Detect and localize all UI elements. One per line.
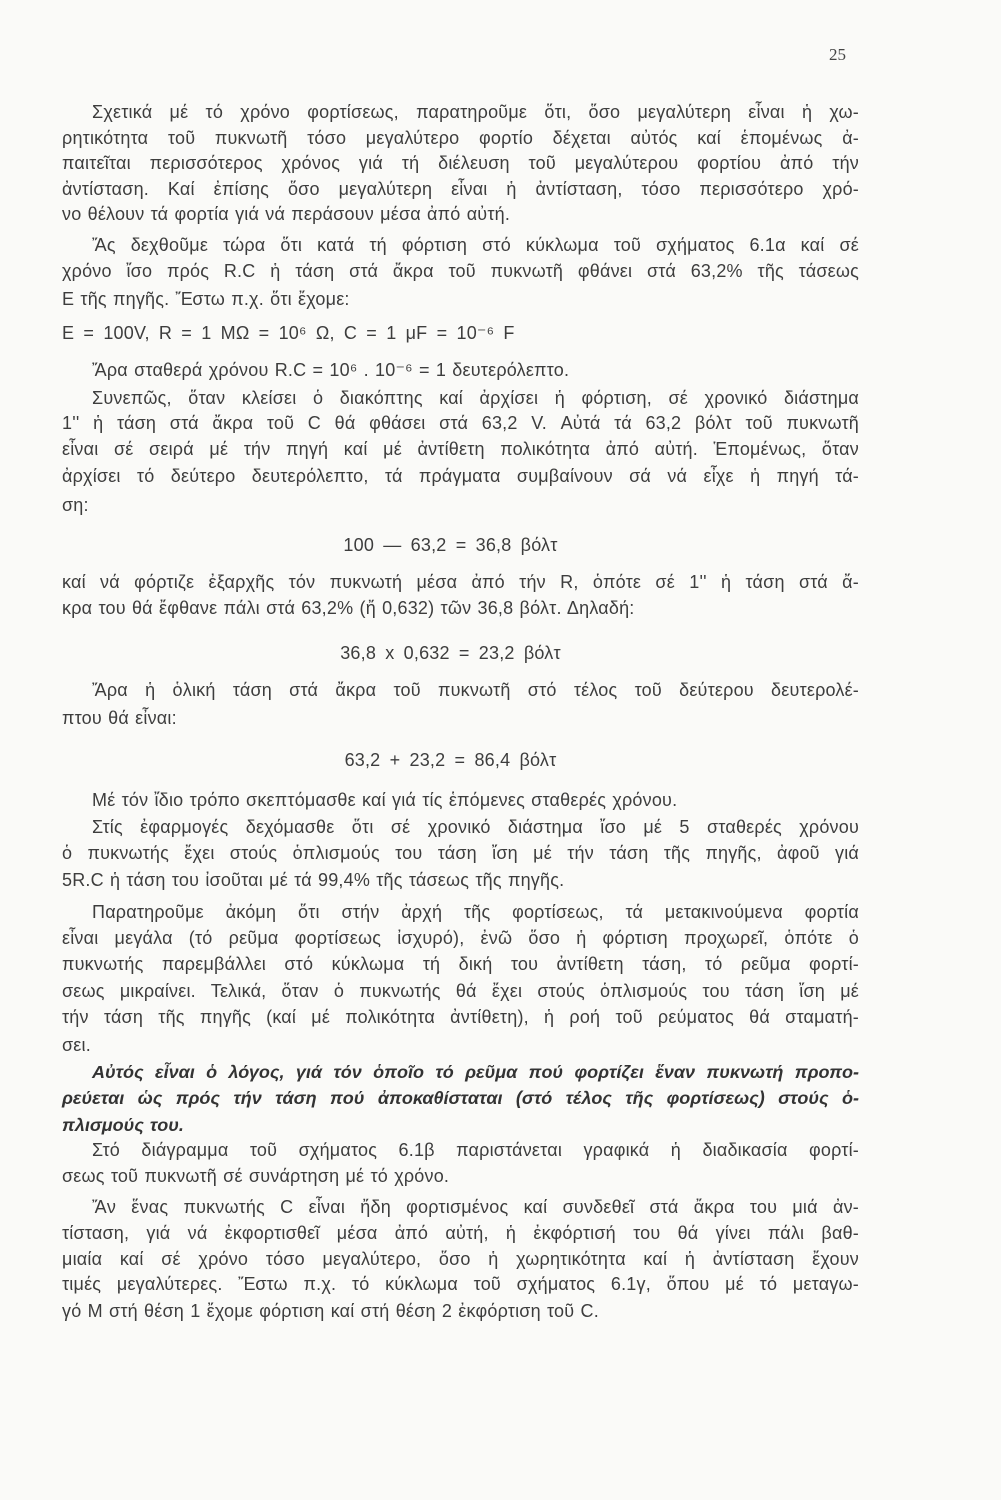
text-line: σει. xyxy=(62,1035,91,1055)
text-line: E τῆς πηγῆς. Ἔστω π.χ. ὅτι ἔχομε: xyxy=(62,289,350,309)
text-line: πτου θά εἶναι: xyxy=(62,708,177,728)
text-line: μιαία καί σέ χρόνο τόσο μεγαλύτερο, ὅσο ἡ χωρητικότητα καί ἡ ἀντίσταση ἔχουν xyxy=(62,1249,859,1269)
text-line: καί νά φόρτιζε ἐξαρχῆς τόν πυκνωτή μέσα ἀπό τήν R, ὁπότε σέ 1'' ἡ τάση στά ἄ- xyxy=(62,572,859,592)
text-line: παιτεῖται περισσότερος χρόνος γιά τή διέλευση τοῦ μεγαλύτερου φορτίου ἀπό τήν xyxy=(62,153,859,173)
text-line: σεως τοῦ πυκνωτῆ σέ συνάρτηση μέ τό χρόνο. xyxy=(62,1166,450,1186)
equation: 36,8 x 0,632 = 23,2 βόλτ xyxy=(340,643,561,663)
text-line: εἶναι σέ σειρά μέ τήν πηγή καί μέ ἀντίθετη πολικότητα ἀπό αὐτή. Ἑπομένως, ὅταν xyxy=(62,439,859,459)
text-line: γό M στή θέση 1 ἔχομε φόρτιση καί στή θέση 2 ἐκφόρτιση τοῦ C. xyxy=(62,1301,599,1321)
text-line: χρόνο ἴσο πρός R.C ἡ τάση στά ἄκρα τοῦ πυκνωτῆ φθάνει στά 63,2% τῆς τάσεως xyxy=(62,261,859,281)
text-line: Στίς ἐφαρμογές δεχόμασθε ὅτι σέ χρονικό διάστημα ἴσο μέ 5 σταθερές χρόνου xyxy=(92,817,859,837)
text-line: ἀντίσταση. Καί ἐπίσης ὅσο μεγαλύτερη εἶναι ἡ ἀντίσταση, τόσο περισσότερο χρό- xyxy=(62,179,859,199)
text-line: τήν τάση τῆς πηγῆς (καί μέ πολικότητα ἀντίθετη), ἡ ροή τοῦ ρεύματος θά σταματή- xyxy=(62,1007,859,1027)
text-line: Μέ τόν ἴδιο τρόπο σκεπτόμασθε καί γιά τίς ἑπόμενες σταθερές χρόνου. xyxy=(92,790,678,810)
text-line: ρεύεται ὡς πρός τήν τάση πού ἀποκαθίσταται (στό τέλος τῆς φορτίσεως) στούς ὁ- xyxy=(62,1088,859,1108)
text-line: εἶναι μεγάλα (τό ρεῦμα φορτίσεως ἰσχυρό), ἐνῶ ὅσο ἡ φόρτιση προχωρεῖ, ὁπότε ὁ xyxy=(62,928,859,948)
text-line: 5R.C ἡ τάση του ἰσοῦται μέ τά 99,4% τῆς τάσεως τῆς πηγῆς. xyxy=(62,870,565,890)
text-line: Αὐτός εἶναι ὁ λόγος, γιά τόν ὁποῖο τό ρεῦμα πού φορτίζει ἕναν πυκνωτή προπο- xyxy=(92,1062,859,1082)
text-line: Ἄς δεχθοῦμε τώρα ὅτι κατά τή φόρτιση στό κύκλωμα τοῦ σχήματος 6.1α καί σέ xyxy=(92,235,859,255)
text-line: ὁ πυκνωτής ἔχει στούς ὁπλισμούς του τάση ἴση μέ τήν τάση τῆς πηγῆς, ἀφοῦ γιά xyxy=(62,843,859,863)
text-line: Συνεπῶς, ὅταν κλείσει ὁ διακόπτης καί ἀρχίσει ἡ φόρτιση, σέ χρονικό διάστημα xyxy=(92,388,859,408)
text-line: πλισμούς του. xyxy=(62,1115,184,1135)
equation: 100 — 63,2 = 36,8 βόλτ xyxy=(343,535,558,555)
text-line: σεως μικραίνει. Τελικά, ὅταν ὁ πυκνωτής θά ἔχει στούς ὁπλισμούς του τάση ἴση μέ xyxy=(62,981,859,1001)
text-line: Ἄρα σταθερά χρόνου R.C = 10⁶ . 10⁻⁶ = 1 δευτερόλεπτο. xyxy=(92,360,570,380)
text-line: ση: xyxy=(62,495,89,515)
text-line: Ἄν ἕνας πυκνωτής C εἶναι ἤδη φορτισμένος καί συνδεθεῖ στά ἄκρα του μιά ἀν- xyxy=(92,1197,859,1217)
text-line: 1'' ἡ τάση στά ἄκρα τοῦ C θά φθάσει στά 63,2 V. Αὐτά τά 63,2 βόλτ τοῦ πυκνωτῆ xyxy=(62,413,859,433)
text-line: κρα του θά ἔφθανε πάλι στά 63,2% (ἤ 0,632) τῶν 36,8 βόλτ. Δηλαδή: xyxy=(62,598,635,618)
text-line: Ἄρα ἡ ὁλική τάση στά ἄκρα τοῦ πυκνωτῆ στό τέλος τοῦ δεύτερου δευτερολέ- xyxy=(92,680,859,700)
page-number: 25 xyxy=(829,45,846,64)
text-line: νο θέλουν τά φορτία γιά νά περάσουν μέσα ἀπό αὐτή. xyxy=(62,204,511,224)
text-line: τίσταση, γιά νά ἐκφορτισθεῖ μέσα ἀπό αὐτή, ἡ ἐκφόρτισή του θά γίνει πάλι βαθ- xyxy=(62,1223,859,1243)
equation: 63,2 + 23,2 = 86,4 βόλτ xyxy=(344,750,557,770)
text-line: Στό διάγραμμα τοῦ σχήματος 6.1β παριστάνεται γραφικά ἡ διαδικασία φορτί- xyxy=(92,1140,859,1160)
text-line: ἀρχίσει τό δεύτερο δευτερόλεπτο, τά πράγματα συμβαίνουν σά νά εἶχε ἡ πηγή τά- xyxy=(62,466,859,486)
text-line: πυκνωτής παρεμβάλλει στό κύκλωμα τή δική του ἀντίθετη τάση, τό ρεῦμα φορτί- xyxy=(62,954,859,974)
text-line: Παρατηροῦμε ἀκόμη ὅτι στήν ἀρχή τῆς φορτίσεως, τά μετακινούμενα φορτία xyxy=(92,902,859,922)
text-line: τιμές μεγαλύτερες. Ἔστω π.χ. τό κύκλωμα τοῦ σχήματος 6.1γ, ὅπου μέ τό μεταγω- xyxy=(62,1274,859,1294)
equation: E = 100V, R = 1 MΩ = 10⁶ Ω, C = 1 μF = 10⁻⁶ F xyxy=(62,323,515,343)
text-line: Σχετικά μέ τό χρόνο φορτίσεως, παρατηροῦμε ὅτι, ὅσο μεγαλύτερη εἶναι ἡ χω- xyxy=(92,102,859,122)
text-line: ρητικότητα τοῦ πυκνωτῆ τόσο μεγαλύτερο φορτίο δέχεται αὐτός καί ἑπομένως ἀ- xyxy=(62,128,859,148)
